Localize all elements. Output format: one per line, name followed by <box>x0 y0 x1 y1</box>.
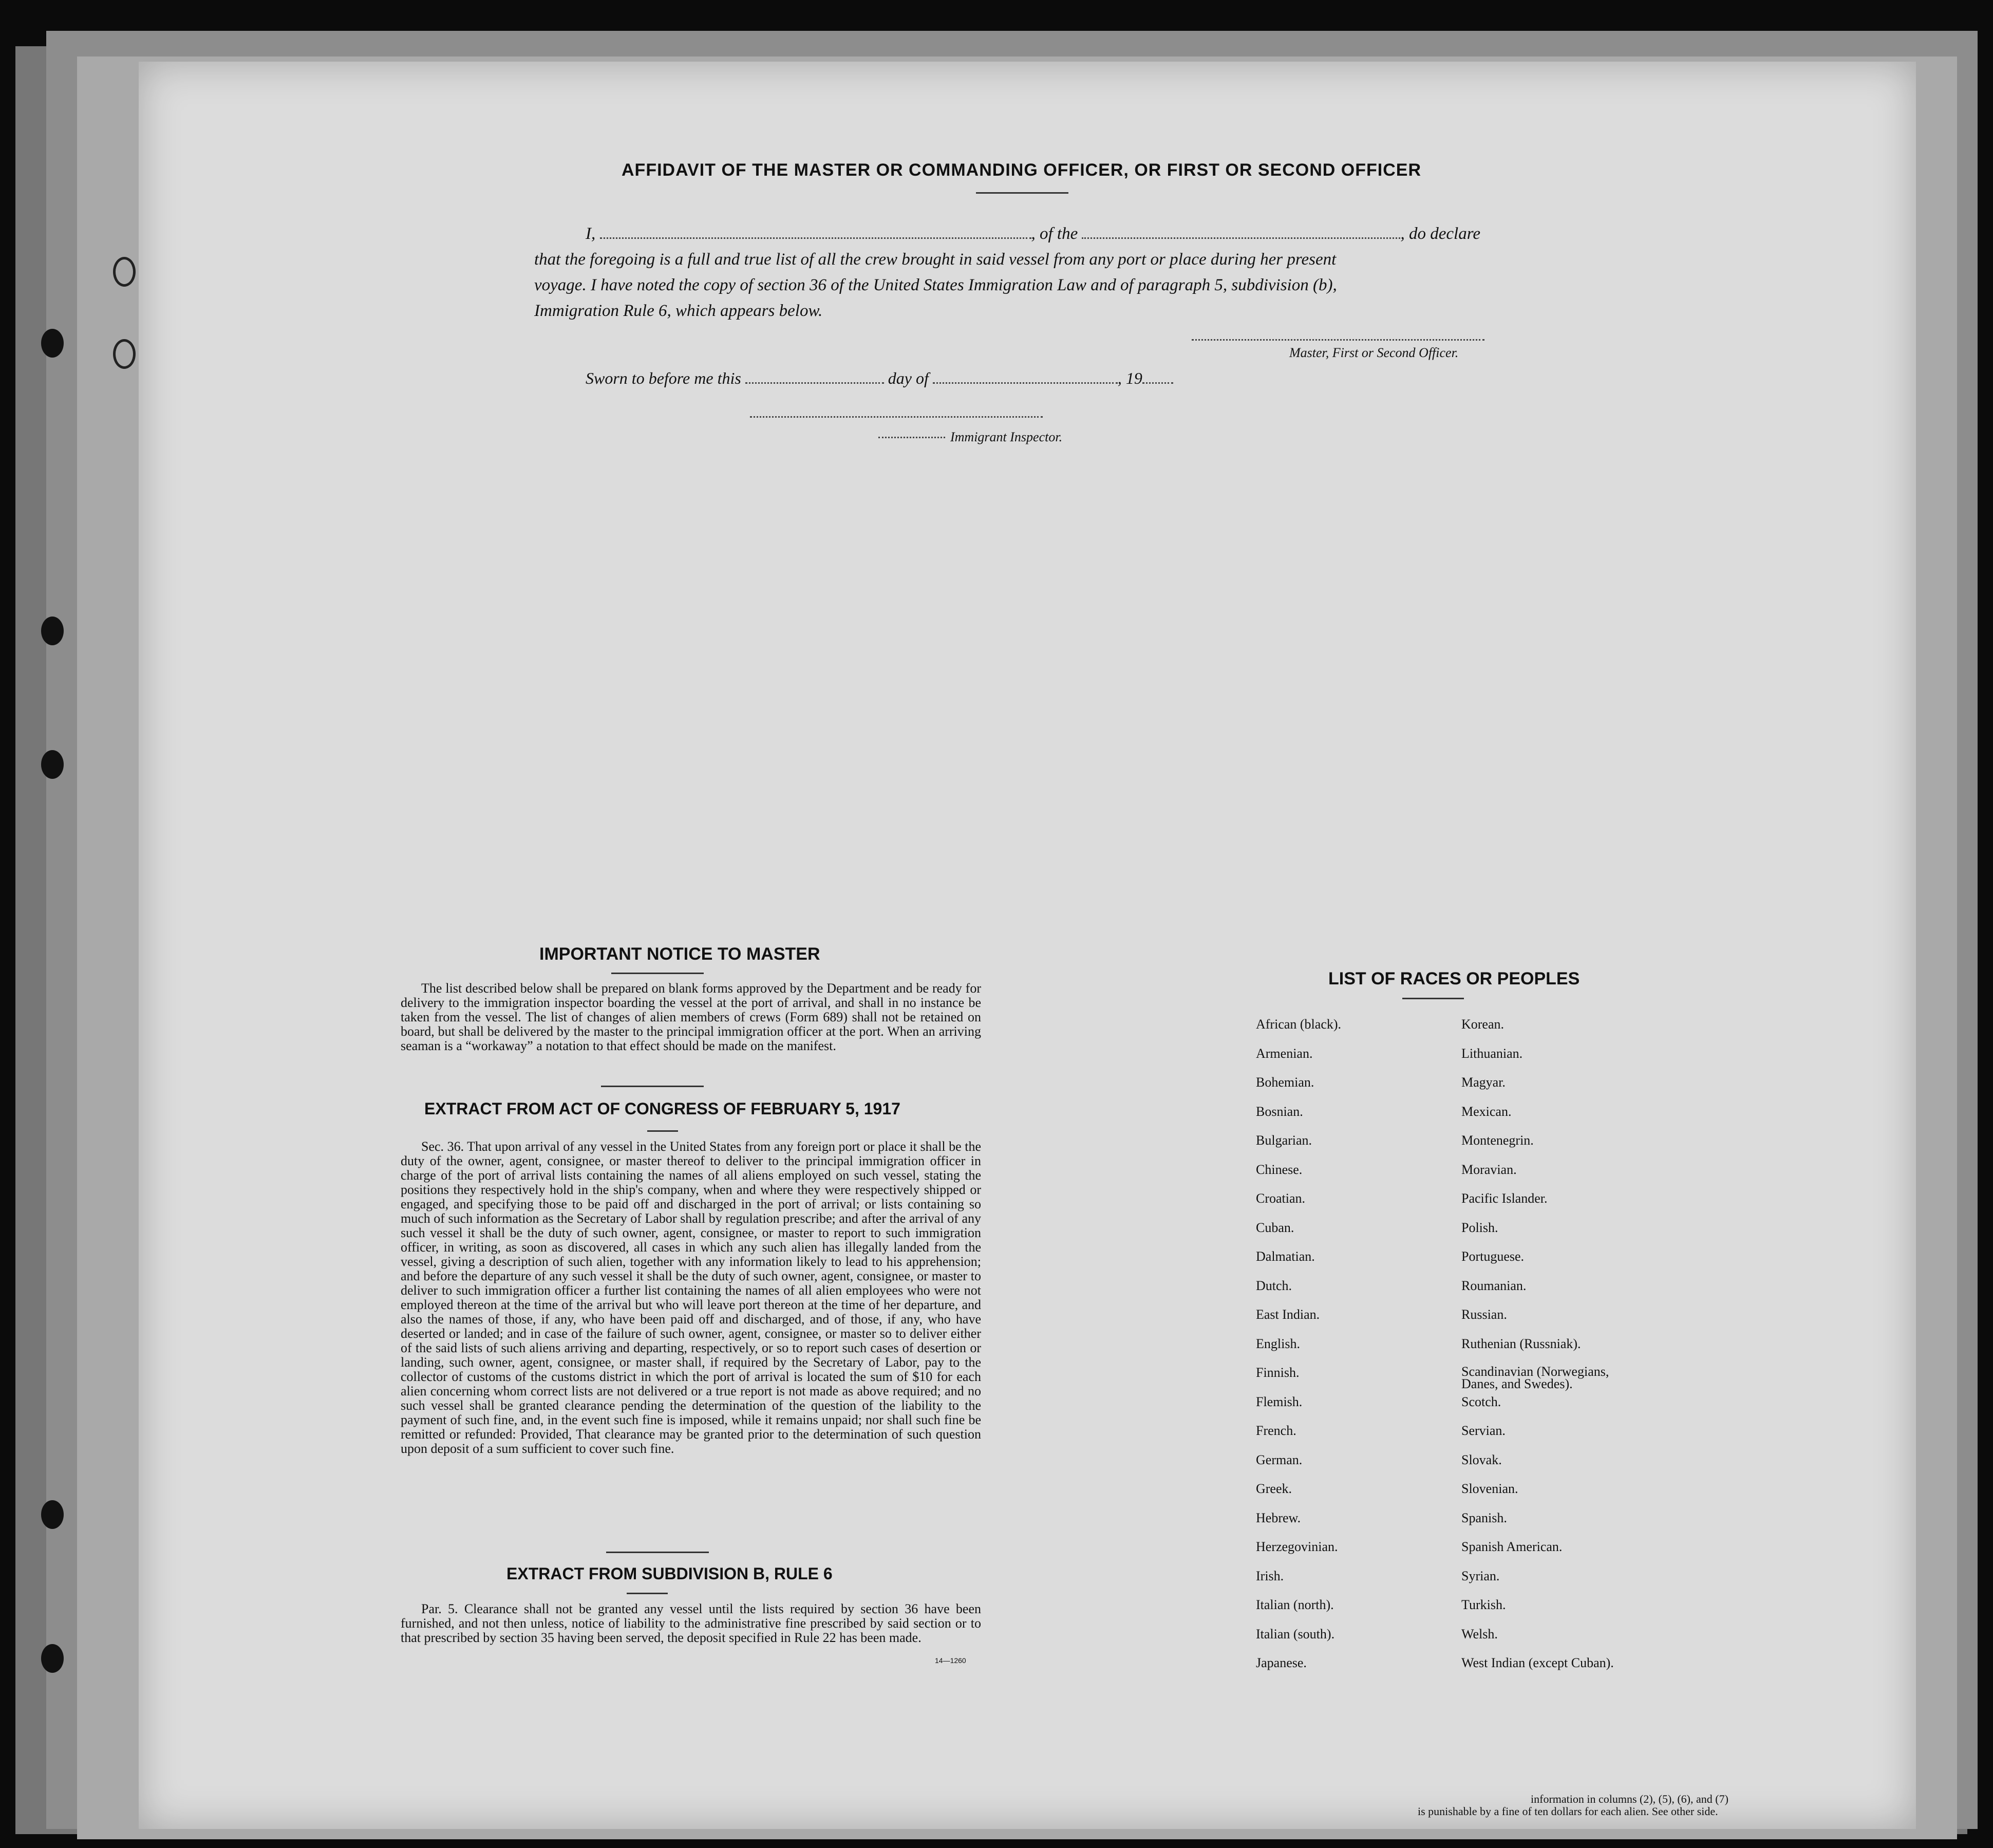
race-item: Chinese. <box>1256 1162 1303 1177</box>
year-field[interactable] <box>1142 382 1173 384</box>
race-item: Finnish. <box>1256 1365 1300 1380</box>
race-item: Magyar. <box>1461 1075 1506 1090</box>
extract-act-title: EXTRACT FROM ACT OF CONGRESS OF FEBRUARY 5, 1917 <box>424 1099 900 1118</box>
sworn-line <box>586 369 1173 388</box>
race-item: Croatian. <box>1256 1191 1306 1206</box>
race-item: Pacific Islander. <box>1461 1191 1548 1206</box>
race-item: French. <box>1256 1423 1296 1438</box>
race-item: Spanish American. <box>1461 1539 1563 1554</box>
day-field[interactable] <box>745 382 884 384</box>
race-item: Japanese. <box>1256 1655 1307 1670</box>
punch-hole <box>41 1500 64 1529</box>
race-item: Syrian. <box>1461 1568 1500 1583</box>
race-item: Polish. <box>1461 1220 1498 1235</box>
race-item: Portuguese. <box>1461 1249 1525 1264</box>
race-item: Bohemian. <box>1256 1075 1314 1090</box>
form-number: 14—1260 <box>935 1656 966 1665</box>
races-title: LIST OF RACES OR PEOPLES <box>1328 969 1580 988</box>
master-signature-line[interactable] <box>1192 339 1484 341</box>
affidavit-line-4: Immigration Rule 6, which appears below. <box>534 302 823 320</box>
affidavit-declare: , do declare <box>1400 225 1480 243</box>
section-36-body: Sec. 36. That upon arrival of any vessel in the United States from any foreign port or place it shall be the duty of the owner, agent, consignee, or master thereof to deliver to the principal immigration officer in charge of the port of arrival lists containing the names of all aliens employed on such vessel, stating the positions they respectively hold in the ship's company, when and where they were respectively shipped or engaged, and specifying those to be paid off and discharged in the port of arrival; or lists containing so much of such information as the Secretary of Labor shall by regulation prescribe; and after the arrival of any such vessel it shall be the duty of such owner, agent, consignee, or master to report to such immigration officer, in writing, as soon as discovered, all cases in which any such alien has illegally landed from the vessel, giving a description of such alien, together with any information likely to lead to his apprehension; and before the departure of any such vessel it shall be the duty of such owner, agent, consignee, or master to deliver to such immigration officer a further list containing the names of all alien employees who were not employed thereon at the time of the arrival but who will leave port thereon at the time of her departure, and also the names of those, if any, who have been paid off and discharged, and of those, if any, who have deserted or landed; and in case of the failure of such owner, agent, consignee, or master so to deliver either of the said lists of such aliens arriving and departing, respectively, or so to report such cases of desertion or landing, such owner, agent, consignee, or master shall, if required by the Secretary of Labor, pay to the collector of customs of the customs district in which the port of arrival is located the sum of $10 for each alien concerning whom correct lists are not delivered or a true report is not made as above required; and no such vessel shall be granted clearance pending the determination of the question of the liability to the payment of such fine, and, in the event such fine is imposed, while it remains unpaid; nor shall such fine be remitted or refunded: Provided, That clearance may be granted prior to the determination of such question upon deposit of a sum sufficient to cover such fine. <box>401 1139 981 1456</box>
race-item: Cuban. <box>1256 1220 1294 1235</box>
race-item: Montenegrin. <box>1461 1133 1534 1148</box>
race-item: English. <box>1256 1336 1300 1351</box>
notice-body: The list described below shall be prepared on blank forms approved by the Department and be ready for delivery to the immigration inspector boarding the vessel at the port of arrival, and shall in no instance be taken from the vessel. The list of changes of alien members of crews (Form 689) shall not be retained on board, but shall be delivered by the master to the principal immigration officer at the port. When an arriving seaman is a “workaway” a notation to that effect should be made on the manifest. <box>401 981 981 1053</box>
race-item: Scotch. <box>1461 1394 1501 1409</box>
race-item: Bosnian. <box>1256 1104 1303 1119</box>
race-item: Flemish. <box>1256 1394 1303 1409</box>
race-item: Slovenian. <box>1461 1481 1518 1496</box>
affidavit-body <box>534 221 1520 324</box>
punch-hole-ring <box>113 257 136 287</box>
race-item: West Indian (except Cuban). <box>1461 1655 1614 1670</box>
race-item: Moravian. <box>1461 1162 1517 1177</box>
master-label: Master, First or Second Officer. <box>1289 345 1459 360</box>
race-item: Italian (north). <box>1256 1597 1334 1612</box>
race-item: Mexican. <box>1461 1104 1512 1119</box>
race-item: Dalmatian. <box>1256 1249 1315 1264</box>
divider <box>611 973 704 974</box>
paragraph-5-body: Par. 5. Clearance shall not be granted any vessel until the lists required by section 36 have been furnished, and not then unless, notice of liability to the administrative fine prescribed by said section or to that prescribed by section 35 having been served, the deposit specified in Rule 22 has been made. <box>401 1601 981 1645</box>
race-item: Scandinavian (Norwegians, Danes, and Swedes). <box>1461 1364 1609 1391</box>
vessel-field[interactable] <box>1082 237 1400 239</box>
bottom-note-line-1: information in columns (2), (5), (6), and (7) <box>1531 1793 1728 1805</box>
extract-rule-title: EXTRACT FROM SUBDIVISION B, RULE 6 <box>506 1564 833 1583</box>
inspector-label: Immigrant Inspector. <box>950 430 1063 444</box>
race-item: Turkish. <box>1461 1597 1506 1612</box>
race-item: African (black). <box>1256 1017 1342 1032</box>
divider <box>976 192 1068 194</box>
bottom-note-line-2: is punishable by a fine of ten dollars for each alien. See other side. <box>1418 1805 1718 1818</box>
sworn-before: Sworn to before me this <box>586 369 741 387</box>
inspector-signature-line[interactable] <box>750 416 1043 418</box>
affidavit-line-3: voyage. I have noted the copy of section 36 of the United States Immigration Law and of paragraph 5, subdivision (b), <box>534 276 1337 294</box>
punch-hole <box>41 329 64 358</box>
document-sheet <box>139 62 1916 1829</box>
sworn-day-of: day of <box>888 369 929 387</box>
punch-hole <box>41 750 64 779</box>
race-item: Russian. <box>1461 1307 1507 1322</box>
race-item: Herzegovinian. <box>1256 1539 1338 1554</box>
inspector-short-line <box>878 437 945 438</box>
divider <box>601 1086 704 1087</box>
notice-title: IMPORTANT NOTICE TO MASTER <box>539 944 820 964</box>
race-item: German. <box>1256 1452 1303 1467</box>
affidavit-i: I, <box>586 225 596 243</box>
divider <box>647 1130 678 1132</box>
race-item: Italian (south). <box>1256 1626 1335 1641</box>
race-item: Roumanian. <box>1461 1278 1527 1293</box>
race-item: Dutch. <box>1256 1278 1292 1293</box>
divider <box>1402 998 1464 999</box>
race-item: Korean. <box>1461 1017 1505 1032</box>
name-field[interactable] <box>600 237 1031 239</box>
race-item: Irish. <box>1256 1568 1284 1583</box>
divider <box>627 1593 668 1594</box>
race-item: Bulgarian. <box>1256 1133 1312 1148</box>
sworn-year: , 19 <box>1117 369 1142 387</box>
race-item: Slovak. <box>1461 1452 1502 1467</box>
race-item: Greek. <box>1256 1481 1292 1496</box>
race-item: Armenian. <box>1256 1046 1313 1061</box>
race-item: Servian. <box>1461 1423 1506 1438</box>
bottom-note <box>1418 1793 1728 1818</box>
race-item: Spanish. <box>1461 1510 1507 1525</box>
punch-hole-ring <box>113 339 136 369</box>
race-item: Hebrew. <box>1256 1510 1301 1525</box>
affidavit-line-2: that the foregoing is a full and true list of all the crew brought in said vessel from any port or place during her present <box>534 250 1337 269</box>
divider <box>606 1552 709 1553</box>
race-item: Ruthenian (Russniak). <box>1461 1336 1581 1351</box>
month-field[interactable] <box>933 382 1118 384</box>
race-item: East Indian. <box>1256 1307 1320 1322</box>
race-item: Welsh. <box>1461 1626 1498 1641</box>
affidavit-of-the: , of the <box>1031 225 1078 243</box>
punch-hole <box>41 617 64 645</box>
punch-hole <box>41 1644 64 1673</box>
race-item: Lithuanian. <box>1461 1046 1523 1061</box>
affidavit-title: AFFIDAVIT OF THE MASTER OR COMMANDING OFFICER, OR FIRST OR SECOND OFFICER <box>622 160 1421 180</box>
